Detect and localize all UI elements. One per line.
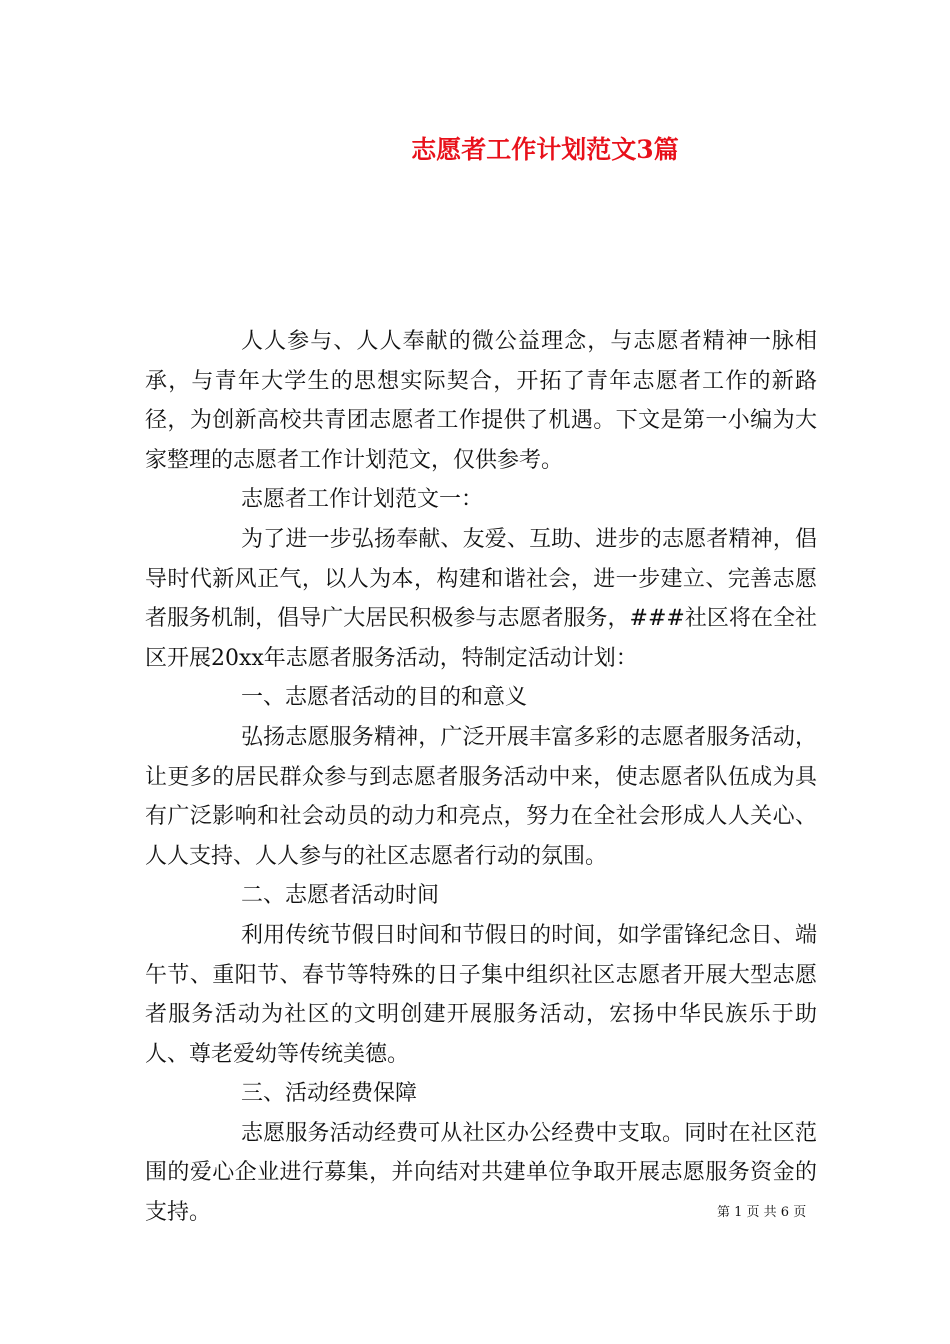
section-heading-plan-one: 志愿者工作计划范文一：	[241, 487, 484, 513]
document-body	[145, 322, 817, 1233]
funding-paragraph: 志愿服务活动经费可从社区办公经费中支取。同时在社区范围的爱心企业进行募集，并向结对共建单位争取开展志愿服务资金的支持。	[145, 1120, 817, 1226]
plan-intro-paragraph: 为了进一步弘扬奉献、友爱、互助、进步的志愿者精神，倡导时代新风正气，以人为本，构建和谐社会，进一步建立、完善志愿者服务机制，倡导广大居民积极参与志愿者服务，###社区将在全社区开展20xx年志愿者服务活动，特制定活动计划：	[145, 526, 817, 671]
purpose-paragraph: 弘扬志愿服务精神，广泛开展丰富多彩的志愿者服务活动，让更多的居民群众参与到志愿者服务活动中来，使志愿者队伍成为具有广泛影响和社会动员的动力和亮点，努力在全社会形成人人关心、人人支持、人人参与的社区志愿者行动的氛围。	[145, 724, 817, 869]
time-paragraph: 利用传统节假日时间和节假日的时间，如学雷锋纪念日、端午节、重阳节、春节等特殊的日子集中组织社区志愿者开展大型志愿者服务活动为社区的文明创建开展服务活动，宏扬中华民族乐于助人、尊老爱幼等传统美德。	[145, 922, 817, 1067]
heading-purpose: 一、志愿者活动的目的和意义	[241, 685, 528, 711]
heading-time: 二、志愿者活动时间	[241, 883, 440, 909]
intro-paragraph: 人人参与、人人奉献的微公益理念，与志愿者精神一脉相承，与青年大学生的思想实际契合，开拓了青年志愿者工作的新路径，为创新高校共青团志愿者工作提供了机遇。下文是第一小编为大家整理的志愿者工作计划范文，仅供参考。	[145, 329, 817, 473]
document-title: 志愿者工作计划范文3篇	[411, 135, 679, 164]
heading-funding: 三、活动经费保障	[241, 1081, 418, 1107]
page-number-footer: 第 1 页 共 6 页	[717, 1205, 807, 1220]
